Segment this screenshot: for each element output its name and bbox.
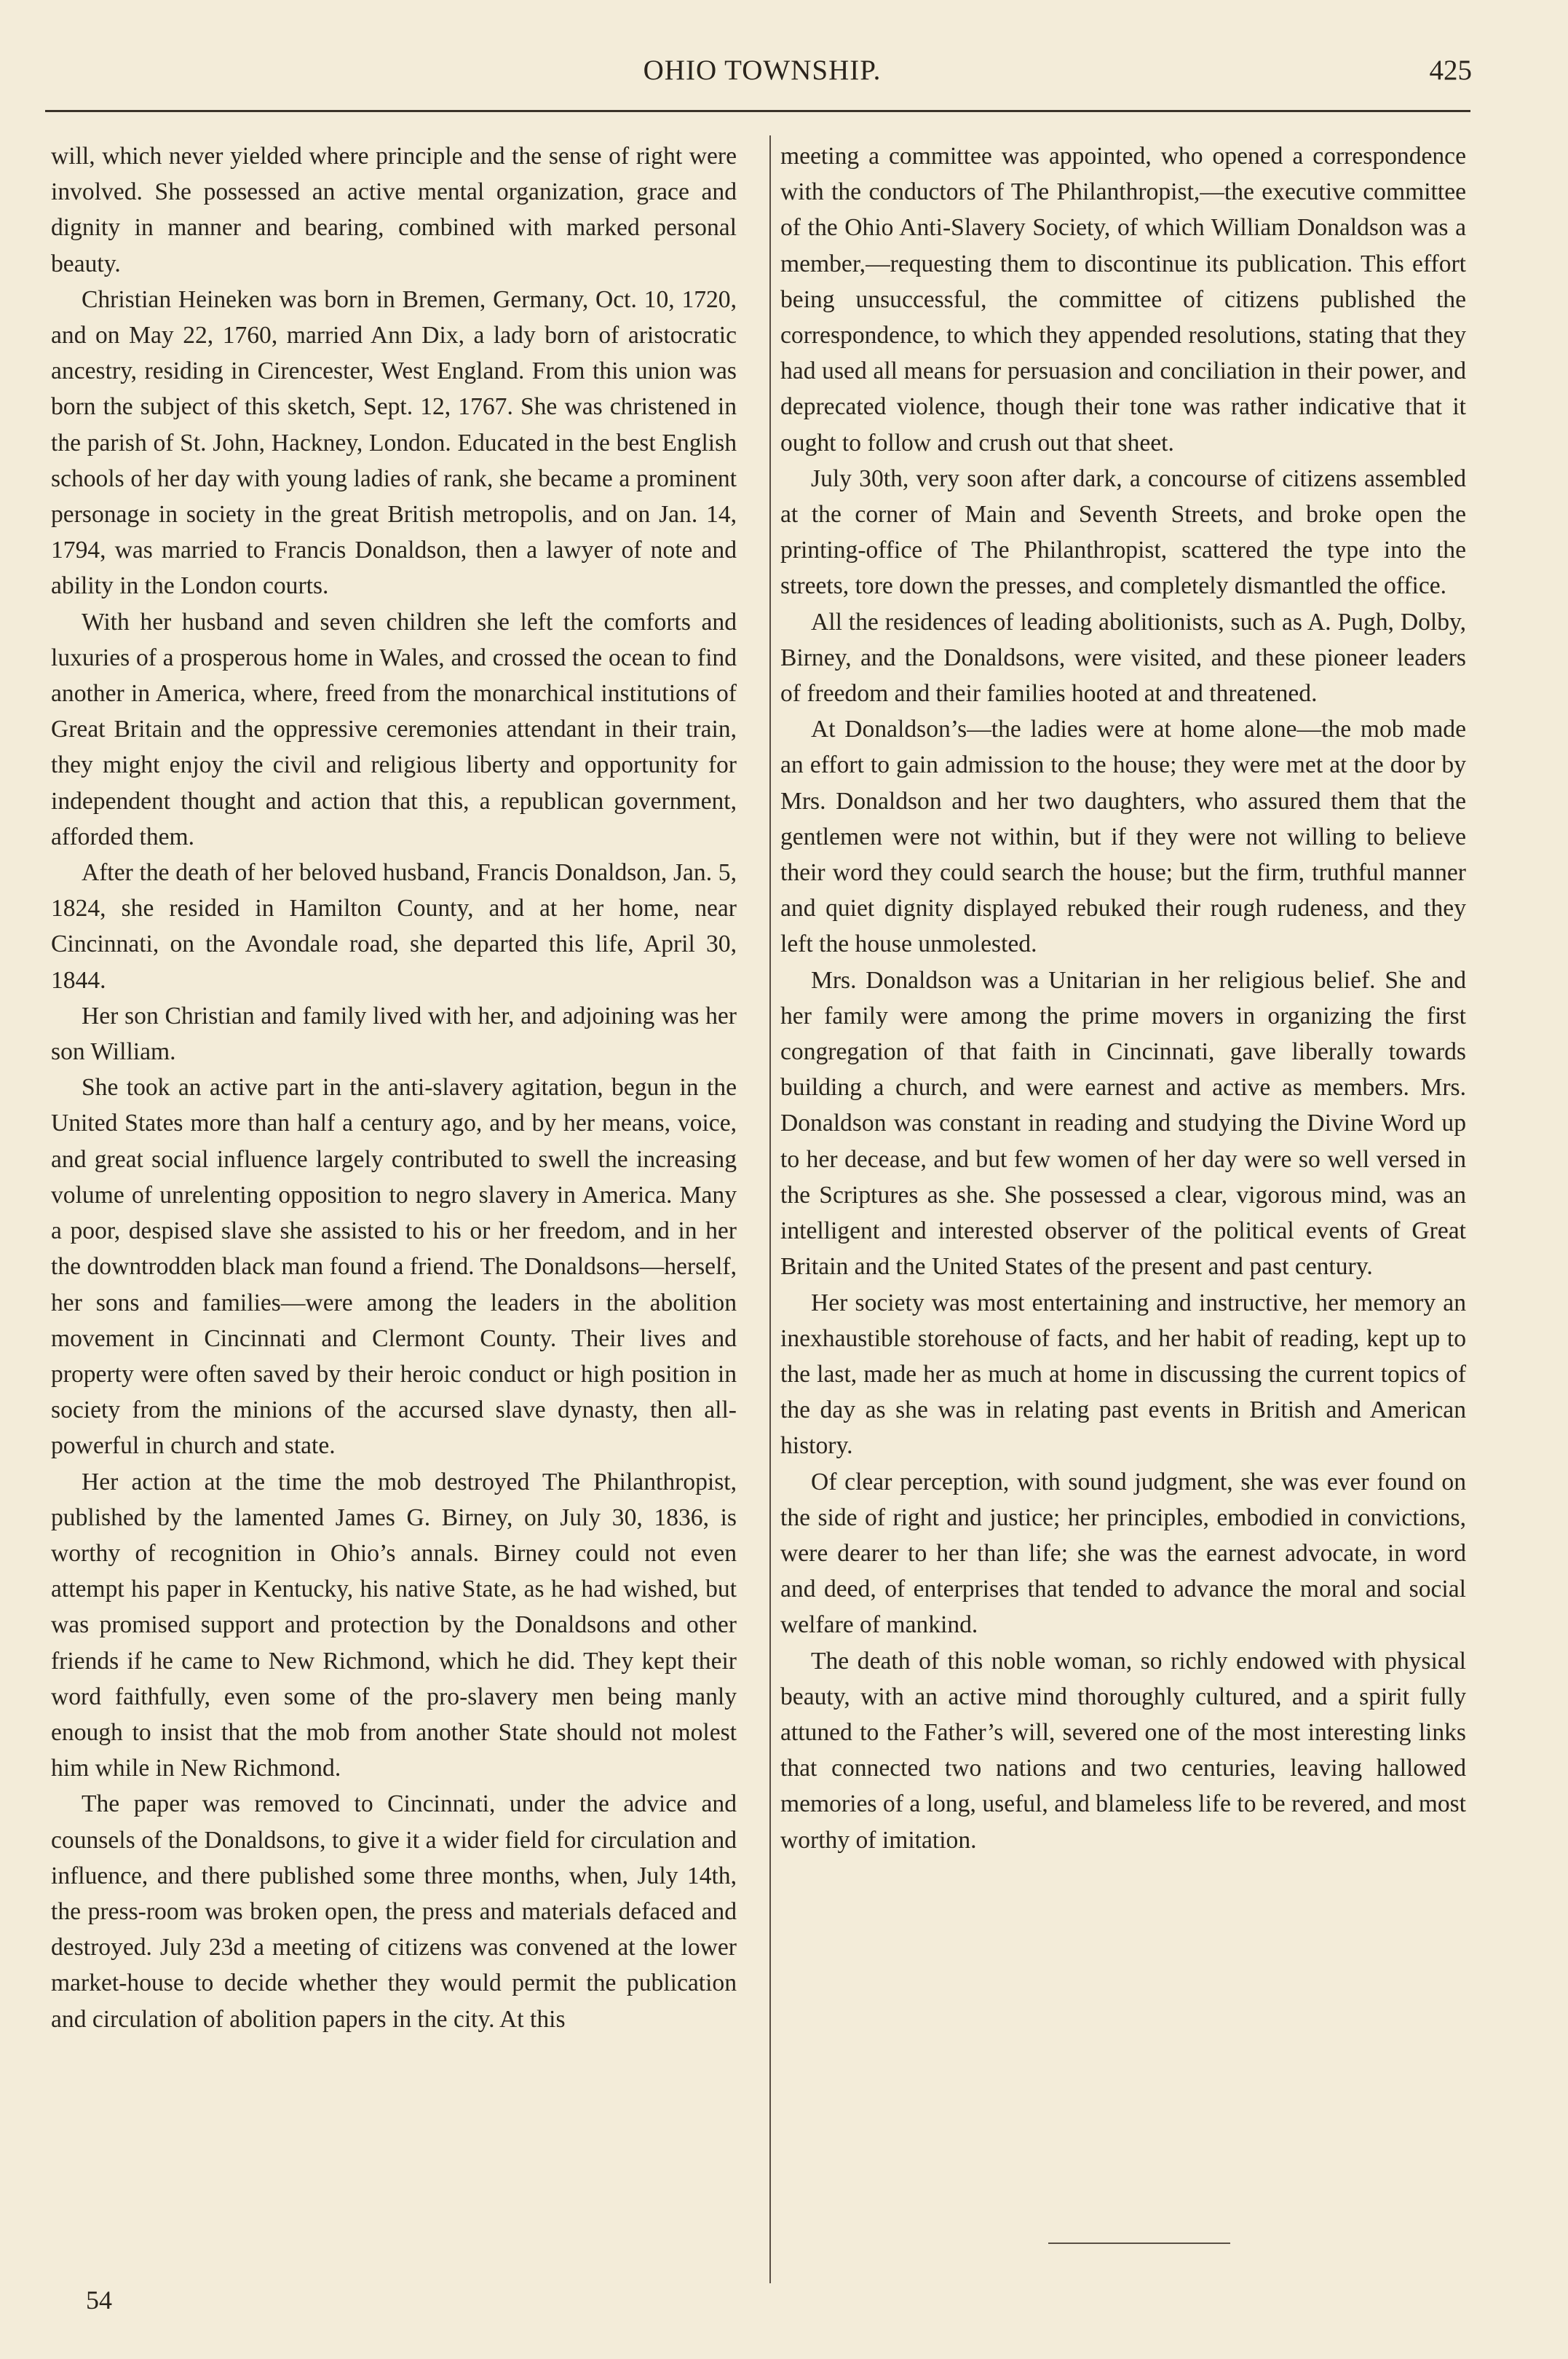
- paragraph: Mrs. Donaldson was a Unitarian in her religious belief. She and her family were among the prime movers in organizing the first congregation of that faith in Cincinnati, gave liberally towards building a church, and were earnest and active as members. Mrs. Donaldson was constant in reading and studying the Divine Word up to her decease, and but few women of her day were so well versed in the Scriptures as she. She possessed a clear, vigorous mind, was an intelligent and interested observer of the political events of Great Britain and the United States of the present and past century.: [780, 966, 1466, 1281]
- right-column: [780, 138, 1466, 1858]
- paragraph: Her son Christian and family lived with her, and adjoining was her son William.: [51, 1002, 737, 1066]
- paragraph: She took an active part in the anti-slavery agitation, begun in the United States more than half a century ago, and by her means, voice, and great social influence largely contributed to swell the increasing volume of unrelenting opposition to negro slavery in America. Many a poor, despised slave she assisted to his or her freedom, and in her the downtrodden black man found a friend. The Donaldsons—herself, her sons and families—were among the leaders in the abolition movement in Cincinnati and Clermont County. Their lives and property were often saved by their heroic conduct or high position in society from the minions of the accursed slave dynasty, then all-powerful in church and state.: [51, 1074, 737, 1460]
- paragraph: Of clear perception, with sound judgment, she was ever found on the side of right and justice; her principles, embodied in convictions, were dearer to her than life; she was the earnest advocate, in word and deed, of enterprises that tended to advance the moral and social welfare of mankind.: [780, 1468, 1466, 1639]
- page-header: [45, 54, 1479, 98]
- end-rule: [1048, 2243, 1230, 2244]
- paragraph: Her action at the time the mob destroyed The Philanthropist, published by the lamented James G. Birney, on July 30, 1836, is worthy of recognition in Ohio’s annals. Birney could not even attempt his paper in Kentucky, his native State, as he had wished, but was promised support and protection by the Donaldsons and other friends if he came to New Richmond, which he did. They kept their word faithfully, even some of the pro-slavery men being manly enough to insist that the mob from another State should not molest him while in New Richmond.: [51, 1468, 737, 1782]
- column-divider: [769, 135, 771, 2283]
- paragraph: will, which never yielded where principle and the sense of right were involved. She possessed an active mental organization, grace and dignity in manner and bearing, combined with marked personal beauty.: [51, 143, 737, 277]
- left-column: [51, 138, 737, 2037]
- page-number: 425: [1429, 55, 1472, 86]
- signature-mark: 54: [86, 2285, 112, 2315]
- paragraph: After the death of her beloved husband, Francis Donaldson, Jan. 5, 1824, she resided in Hamilton County, and at her home, near Cincinnati, on the Avondale road, she departed this life, April 30, 1844.: [51, 859, 737, 994]
- paragraph: The death of this noble woman, so richly endowed with physical beauty, with an active mind thoroughly cultured, and a spirit fully attuned to the Father’s will, severed one of the most interesting links that connected two nations and two centuries, leaving hallowed memories of a long, useful, and blameless life to be revered, and most worthy of imitation.: [780, 1647, 1466, 1854]
- paragraph: Christian Heineken was born in Bremen, Germany, Oct. 10, 1720, and on May 22, 1760, married Ann Dix, a lady born of aristocratic ancestry, residing in Cirencester, West England. From this union was born the subject of this sketch, Sept. 12, 1767. She was christened in the parish of St. John, Hackney, London. Educated in the best English schools of her day with young ladies of rank, she became a prominent personage in society in the great British metropolis, and on Jan. 14, 1794, was married to Francis Donaldson, then a lawyer of note and ability in the London courts.: [51, 285, 737, 600]
- paragraph: July 30th, very soon after dark, a concourse of citizens assembled at the corner of Main and Seventh Streets, and broke open the printing-office of The Philanthropist, scattered the type into the streets, tore down the presses, and completely dismantled the office.: [780, 465, 1466, 600]
- header-rule: [45, 110, 1470, 112]
- paragraph: With her husband and seven children she left the comforts and luxuries of a prosperous home in Wales, and crossed the ocean to find another in America, where, freed from the monarchical institutions of Great Britain and the oppressive ceremonies attendant in their train, they might enjoy the civil and religious liberty and opportunity for independent thought and action that this, a republican government, afforded them.: [51, 608, 737, 850]
- paragraph: Her society was most entertaining and instructive, her memory an inexhaustible storehouse of facts, and her habit of reading, kept up to the last, made her as much at home in discussing the current topics of the day as she was in relating past events in British and American history.: [780, 1289, 1466, 1460]
- paragraph: All the residences of leading abolitionists, such as A. Pugh, Dolby, Birney, and the Donaldsons, were visited, and these pioneer leaders of freedom and their families hooted at and threatened.: [780, 608, 1466, 708]
- paragraph: The paper was removed to Cincinnati, under the advice and counsels of the Donaldsons, to give it a wider field for circulation and influence, and there published some three months, when, July 14th, the press-room was broken open, the press and materials defaced and destroyed. July 23d a meeting of citizens was convened at the lower market-house to decide whether they would permit the publication and circulation of abolition papers in the city. At this: [51, 1790, 737, 2033]
- paragraph: meeting a committee was appointed, who opened a correspondence with the conductors of The Philanthropist,—the executive committee of the Ohio Anti-Slavery Society, of which William Donaldson was a member,—requesting them to discontinue its publication. This effort being unsuccessful, the committee of citizens published the correspondence, to which they appended resolutions, stating that they had used all means for persuasion and conciliation in their power, and deprecated violence, though their tone was rather indicative that it ought to follow and crush out that sheet.: [780, 143, 1466, 457]
- paragraph: At Donaldson’s—the ladies were at home alone—the mob made an effort to gain admission to the house; they were met at the door by Mrs. Donaldson and her two daughters, who assured them that the gentlemen were not within, but if they were not willing to believe their word they could search the house; but the firm, truthful manner and quiet dignity displayed rebuked their rough rudeness, and they left the house unmolested.: [780, 716, 1466, 958]
- running-head: OHIO TOWNSHIP.: [643, 55, 882, 86]
